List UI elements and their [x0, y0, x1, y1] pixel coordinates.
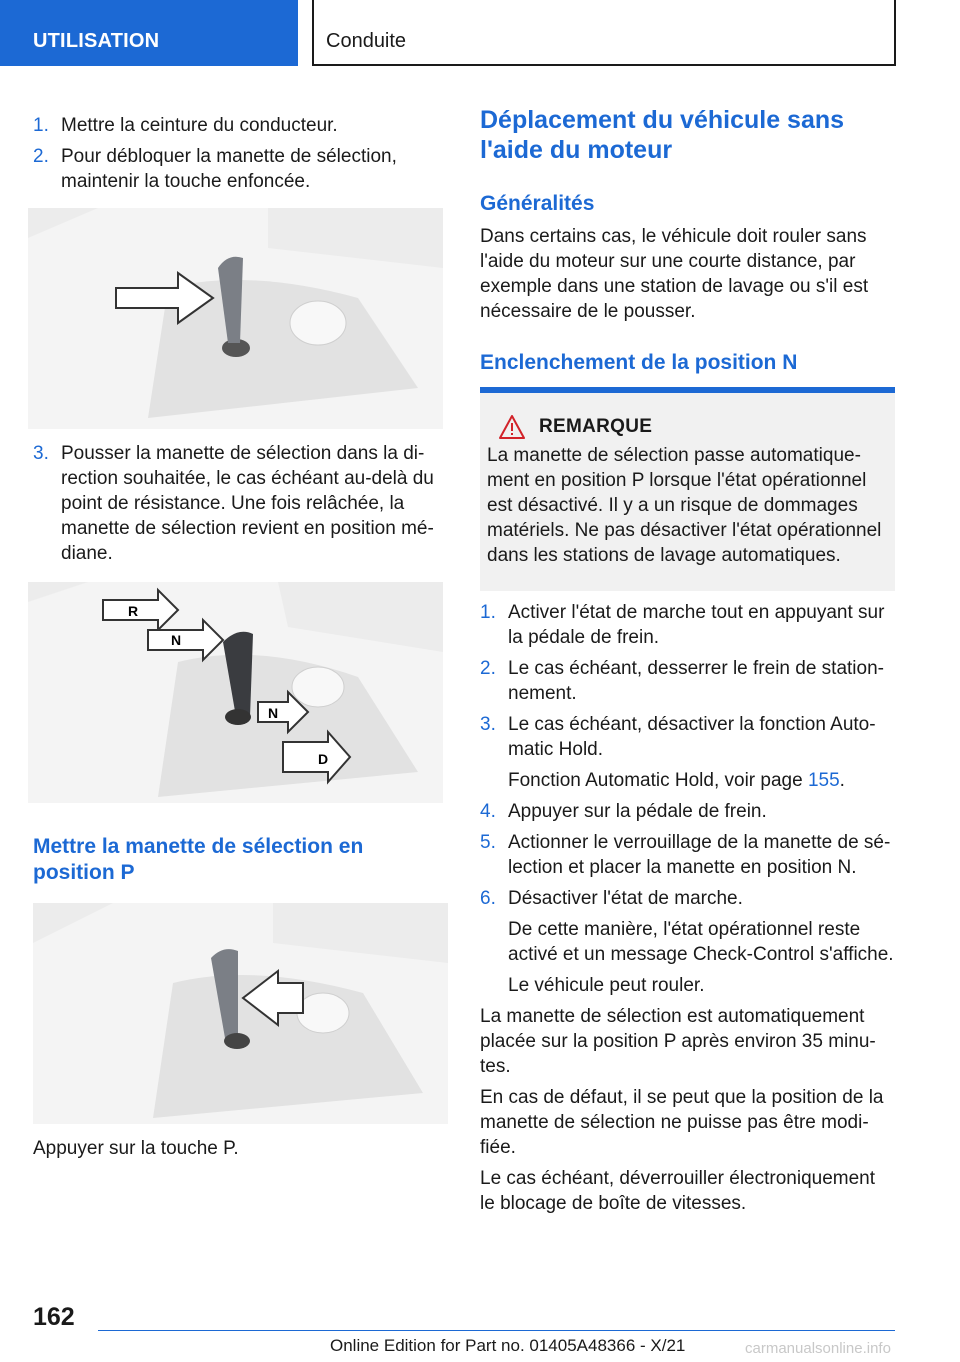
step-text: Pour débloquer la manette de sélection, maintenir la touche enfoncée. [61, 146, 397, 192]
step6-sub1: De cette manière, l'état opérationnel reste activé et un message Check-Control s'affiche. [508, 919, 894, 965]
notice-header [499, 415, 887, 439]
list-item [33, 441, 443, 566]
heading-position-n: Enclenchement de la position N [480, 351, 798, 374]
warning-triangle-icon [499, 415, 525, 439]
section-p-text: Appuyer sur la touche P. [33, 1138, 239, 1159]
step-text: Mettre la ceinture du conducteur. [61, 115, 338, 136]
page-number: 162 [33, 1303, 75, 1331]
step3-sub [508, 768, 895, 793]
heading-generalites: Généralités [480, 192, 595, 215]
notice-label: REMARQUE [539, 416, 653, 437]
footer-rule [98, 1330, 895, 1331]
photo-gear-selector-p-button [33, 903, 448, 1124]
page-title: Déplacement du véhicule sans l'aide du moteur [480, 106, 845, 164]
list-item [480, 600, 895, 650]
step-number: 3. [33, 443, 49, 464]
notice-text: La manette de sélection passe automatiquement en position P lorsque l'état opérationnel est désactivé. Il y a un risque de dommages matériels. Ne pas désactiver l'état opérationnel dans les stations de lavage automatiques. [487, 445, 882, 566]
step-number: 2. [33, 146, 49, 167]
label-n-lower: N [268, 705, 279, 721]
photo-gear-selector-unlock [28, 208, 443, 429]
step-number: 5. [480, 832, 496, 853]
step-number: 3. [480, 714, 496, 735]
footer-edition: Online Edition for Part no. 01405A48366 - X/21 [330, 1336, 686, 1355]
header-section-tab: UTILISATION [0, 0, 298, 66]
step-text: Actionner le verrouillage de la manette de sélection et placer la manette en position N. [508, 832, 891, 878]
list-item [480, 886, 895, 911]
section-title-position-p: Mettre la manette de sélection en position P [33, 835, 364, 884]
step-number: 1. [480, 602, 496, 623]
list-item [33, 113, 443, 138]
step-text: Appuyer sur la pédale de frein. [508, 801, 767, 822]
list-item [480, 712, 895, 762]
step-number: 2. [480, 658, 496, 679]
step-text: Activer l'état de marche tout en appuyant sur la pédale de frein. [508, 602, 885, 648]
list-item [480, 830, 895, 880]
label-n-upper: N [171, 632, 182, 648]
general-text: Dans certains cas, le véhicule doit rouler sans l'aide du moteur sur une courte distance, par exemple dans une station de lavage ou s'il est nécessaire de le pousser. [480, 226, 869, 322]
step-text: Le cas échéant, désactiver la fonction Automatic Hold. [508, 714, 876, 760]
step3-sub-suffix: . [839, 770, 845, 791]
paragraph-3: Le cas échéant, déverrouiller électroniquement le blocage de boîte de vitesses. [480, 1168, 876, 1214]
step-text: Pousser la manette de sélection dans la direction souhaitée, le cas échéant au-delà du point de résistance. Une fois relâchée, la manette de sélection revient en position médiane. [61, 443, 434, 564]
page-link-155[interactable]: 155 [807, 770, 840, 791]
step3-sub-prefix: Fonction Automatic Hold, voir page [508, 770, 808, 791]
step-number: 4. [480, 801, 496, 822]
label-r: R [128, 603, 139, 619]
step-number: 1. [33, 115, 49, 136]
step-text: Le cas échéant, desserrer le frein de stationnement. [508, 658, 884, 704]
notice-box [480, 393, 895, 591]
step6-sub2: Le véhicule peut rouler. [508, 975, 705, 996]
list-item [480, 656, 895, 706]
photo-gear-selector-directions [28, 582, 443, 803]
paragraph-2: En cas de défaut, il se peut que la position de la manette de sélection ne puisse pas être modifiée. [480, 1087, 884, 1158]
steps-list-right [480, 600, 895, 1216]
watermark: carmanualsonline.info [745, 1340, 891, 1357]
step-number: 6. [480, 888, 496, 909]
list-item [480, 799, 895, 824]
steps-list-b [33, 441, 443, 572]
paragraph-1: La manette de sélection est automatiquement placée sur la position P après environ 35 minutes. [480, 1006, 876, 1077]
list-item [33, 144, 443, 194]
step-text: Désactiver l'état de marche. [508, 888, 743, 909]
header-chapter-tab: Conduite [312, 0, 896, 66]
steps-list [480, 799, 895, 911]
steps-list-a [33, 113, 443, 200]
steps-list [480, 600, 895, 762]
label-d: D [318, 751, 329, 767]
